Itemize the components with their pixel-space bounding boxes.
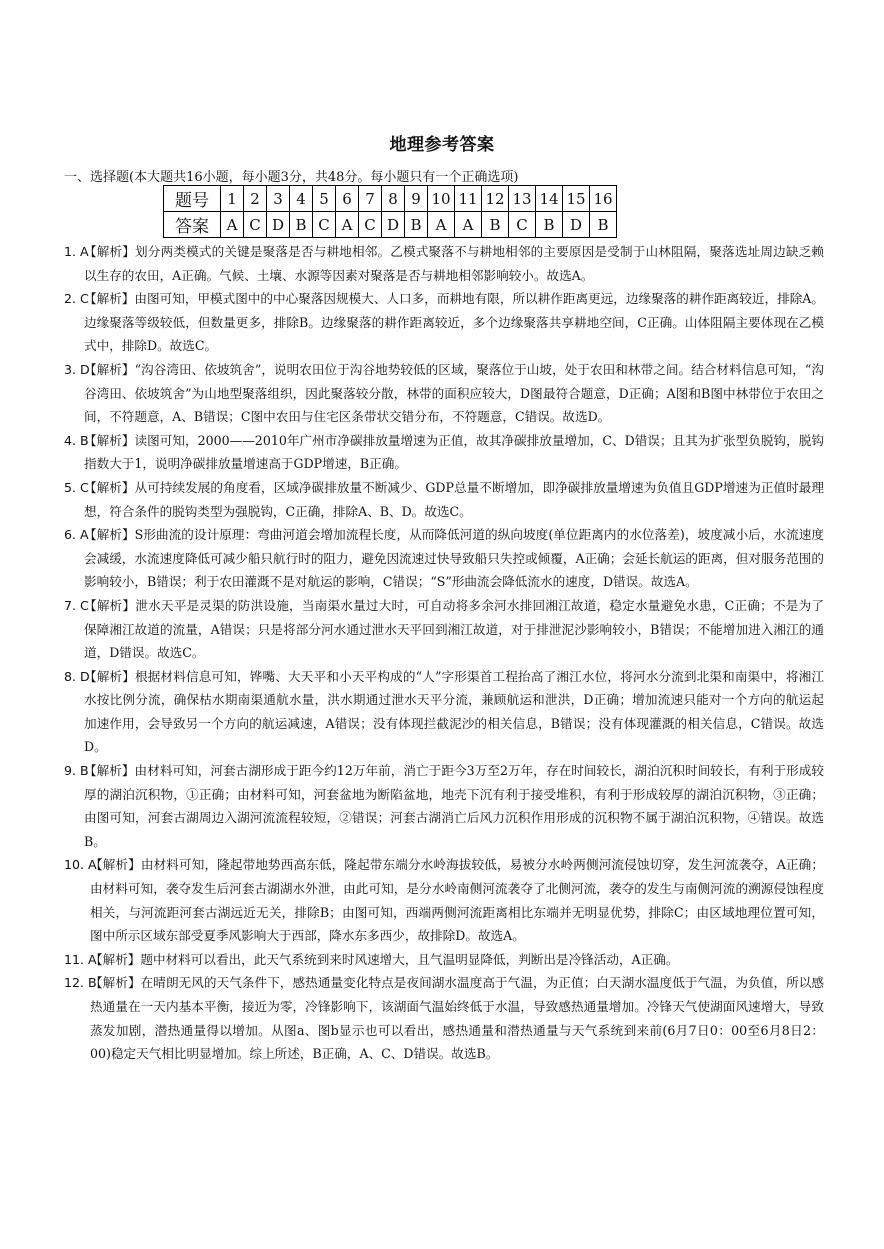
answer-cell: D xyxy=(563,212,590,238)
explanation-text: 【解析】在晴朗无风的天气条件下，感热通量变化特点是夜间湖水温度高于气温，为正值；白天湖水温度低于气温，为负值，所以感热通量在一天内基本平衡，接近为零，冷锋影响下，该湖面气温始终低于水温，导致感热通量增加。冷锋天气使湖面风速增大，导致蒸发加剧，潜热通量得以增加。从图a、图b显示也可以看出，感热通量和潜热通量与天气系统到来前(6月7日0：00至6月8日2：00)稳定天气相比明显增加。综上所述，B正确，A、C、D错误。故选B。 xyxy=(90,975,824,1062)
explanation-number: 2. C xyxy=(64,291,89,307)
question-number-cell: 15 xyxy=(563,186,590,212)
explanation-list xyxy=(64,240,824,1066)
explanation-item xyxy=(64,948,824,972)
explanation-text: 【解析】泄水天平是灵渠的防洪设施，当南渠水量过大时，可自动将多余河水排回湘江故道，稳定水量避免水患，C正确；不是为了保障湘江故道的流量，A错误；只是将部分河水通过泄水天平回到湘江故道，对于排泄泥沙影响较小，B错误；不能增加进入湘江的通道，D错误。故选C。 xyxy=(84,597,824,661)
page-title: 地理参考答案 xyxy=(389,135,495,155)
explanation-item xyxy=(64,853,824,947)
answer-cell: C xyxy=(313,212,336,238)
answer-cell: B xyxy=(290,212,313,238)
question-number-cell: 16 xyxy=(590,186,617,212)
explanation-text: 【解析】读图可知，2000——2010年广州市净碳排放量增速为正值，故其净碳排放量增加，C、D错误；且其为扩张型负脱钩，脱钩指数大于1，说明净碳排放量增速高于GDP增速，B正确。 xyxy=(84,432,824,472)
explanation-text: 【解析】从可持续发展的角度看，区域净碳排放量不断减少、GDP总量不断增加，即净碳排放量增速为负值且GDP增速为正值时最理想，符合条件的脱钩类型为强脱钩，C正确，排除A、B、D。故选C。 xyxy=(84,479,824,519)
answer-cell: B xyxy=(590,212,617,238)
question-number-cell: 6 xyxy=(336,186,359,212)
question-number-cell: 11 xyxy=(455,186,482,212)
question-number-cell: 7 xyxy=(359,186,382,212)
explanation-number: 11. A xyxy=(64,951,97,967)
explanation-item xyxy=(64,429,824,476)
question-number-cell: 13 xyxy=(509,186,536,212)
explanation-number: 4. B xyxy=(64,432,89,448)
answer-cell: A xyxy=(221,212,244,238)
section-heading: 一、选择题(本大题共16小题，每小题3分，共48分。每小题只有一个正确选项) xyxy=(64,170,519,185)
explanation-number: 3. D xyxy=(64,361,90,377)
row-label-question-number: 题号 xyxy=(164,186,221,212)
explanation-item xyxy=(64,523,824,594)
explanation-number: 6. A xyxy=(64,527,89,543)
explanation-item xyxy=(64,240,824,287)
explanation-number: 8. D xyxy=(64,668,90,684)
explanation-text: 【解析】“沟谷湾田、依坡筑舍”，说明农田位于沟谷地势较低的区域，聚落位于山坡，处于农田和林带之间。结合材料信息可知，“沟谷湾田、依坡筑舍”为山地型聚落组织，因此聚落较分散，林带的面积应较大，D图最符合题意，D正确；A图和B图中林带位于农田之间，不符题意，A、B错误；C图中农田与住宅区条带状交错分布，不符题意，C错误。故选D。 xyxy=(84,361,824,425)
question-number-cell: 12 xyxy=(482,186,509,212)
question-number-cell: 4 xyxy=(290,186,313,212)
explanation-number: 9. B xyxy=(64,763,89,779)
answer-cell: C xyxy=(244,212,267,238)
explanation-item xyxy=(64,594,824,665)
answer-cell: C xyxy=(359,212,382,238)
explanation-text: 【解析】划分两类模式的关键是聚落是否与耕地相邻。乙模式聚落不与耕地相邻的主要原因是受制于山林阻隔，聚落选址周边缺乏赖以生存的农田，A正确。气候、土壤、水源等因素对聚落是否与耕地相邻影响较小。故选A。 xyxy=(84,244,824,283)
explanation-number: 7. C xyxy=(64,597,89,613)
explanation-text: 【解析】根据材料信息可知，铧嘴、大天平和小天平构成的“人”字形渠首工程抬高了湘江水位，将河水分流到北渠和南渠中，将湘江水按比例分流，确保枯水期南渠通航水量，洪水期通过泄水天平分流，兼顾航运和泄洪，D正确；增加流速只能对一个方向的航运起加速作用，会导致另一个方向的航运减速，A错误；没有体现拦截泥沙的相关信息，B错误；没有体现灌溉的相关信息，C错误。故选D。 xyxy=(84,668,824,755)
question-number-cell: 14 xyxy=(536,186,563,212)
explanation-item xyxy=(64,759,824,853)
explanation-item xyxy=(64,287,824,358)
explanation-number: 5. C xyxy=(64,479,89,495)
question-number-cell: 8 xyxy=(382,186,405,212)
question-number-cell: 5 xyxy=(313,186,336,212)
explanation-text: 【解析】S形曲流的设计原理：弯曲河道会增加流程长度，从而降低河道的纵向坡度(单位距离内的水位落差)，坡度减小后，水流速度会减缓，水流速度降低可减少船只航行时的阻力，避免因流速过快导致船只失控或倾覆，A正确；会延长航运的距离，但对服务范围的影响较小，B错误；利于农田灌溉不是对航运的影响，C错误；“S”形曲流会降低流水的速度，D错误。故选A。 xyxy=(84,527,824,590)
question-number-cell: 3 xyxy=(267,186,290,212)
explanation-number: 12. B xyxy=(64,975,97,991)
answer-cell: D xyxy=(382,212,405,238)
answer-row xyxy=(164,212,617,238)
explanation-item xyxy=(64,971,824,1065)
answer-cell: A xyxy=(428,212,455,238)
question-number-cell: 9 xyxy=(405,186,428,212)
explanation-item xyxy=(64,476,824,523)
explanation-item xyxy=(64,665,824,759)
answer-cell: B xyxy=(536,212,563,238)
explanation-text: 【解析】由材料可知，隆起带地势西高东低，隆起带东端分水岭海拔较低，易被分水岭两侧河流侵蚀切穿，发生河流袭夺，A正确；由材料可知，袭夺发生后河套古湖湖水外泄，由此可知，是分水岭南侧河流袭夺了北侧河流，袭夺的发生与南侧河流的溯源侵蚀程度相关，与河流距河套古湖远近无关，排除B；由图可知，西端两侧河流距离相比东端并无明显优势，排除C；由区域地理位置可知，图中所示区域东部受夏季风影响大于西部，降水东多西少，故排除D。故选A。 xyxy=(90,857,824,944)
question-number-row xyxy=(164,186,617,212)
explanation-item xyxy=(64,358,824,429)
answer-cell: A xyxy=(336,212,359,238)
question-number-cell: 2 xyxy=(244,186,267,212)
answer-table xyxy=(163,185,617,238)
answer-cell: C xyxy=(509,212,536,238)
explanation-number: 1. A xyxy=(64,244,89,259)
explanation-text: 【解析】由图可知，甲模式图中的中心聚落因规模大、人口多，而耕地有限，所以耕作距离更远，边缘聚落的耕作距离较近，排除A。边缘聚落等级较低，但数量更多，排除B。边缘聚落的耕作距离较近，多个边缘聚落共享耕地空间，C正确。山体阻隔主要体现在乙模式中，排除D。故选C。 xyxy=(84,291,824,354)
explanation-text: 【解析】由材料可知，河套古湖形成于距今约12万年前，消亡于距今3万至2万年，存在时间较长，湖泊沉积时间较长，有利于形成较厚的湖泊沉积物，①正确；由材料可知，河套盆地为断陷盆地，地壳下沉有利于接受堆积，有利于形成较厚的湖泊沉积物，③正确；由图可知，河套古湖周边入湖河流流程较短，②错误；河套古湖消亡后风力沉积作用形成的沉积物不属于湖泊沉积物，④错误。故选B。 xyxy=(84,763,824,849)
row-label-answer: 答案 xyxy=(164,212,221,238)
explanation-text: 【解析】题中材料可以看出，此天气系统到来时风速增大，且气温明显降低，判断出是冷锋活动，A正确。 xyxy=(90,951,679,967)
answer-cell: B xyxy=(482,212,509,238)
question-number-cell: 1 xyxy=(221,186,244,212)
answer-cell: D xyxy=(267,212,290,238)
answer-cell: A xyxy=(455,212,482,238)
question-number-cell: 10 xyxy=(428,186,455,212)
explanation-number: 10. A xyxy=(64,857,97,873)
answer-cell: B xyxy=(405,212,428,238)
